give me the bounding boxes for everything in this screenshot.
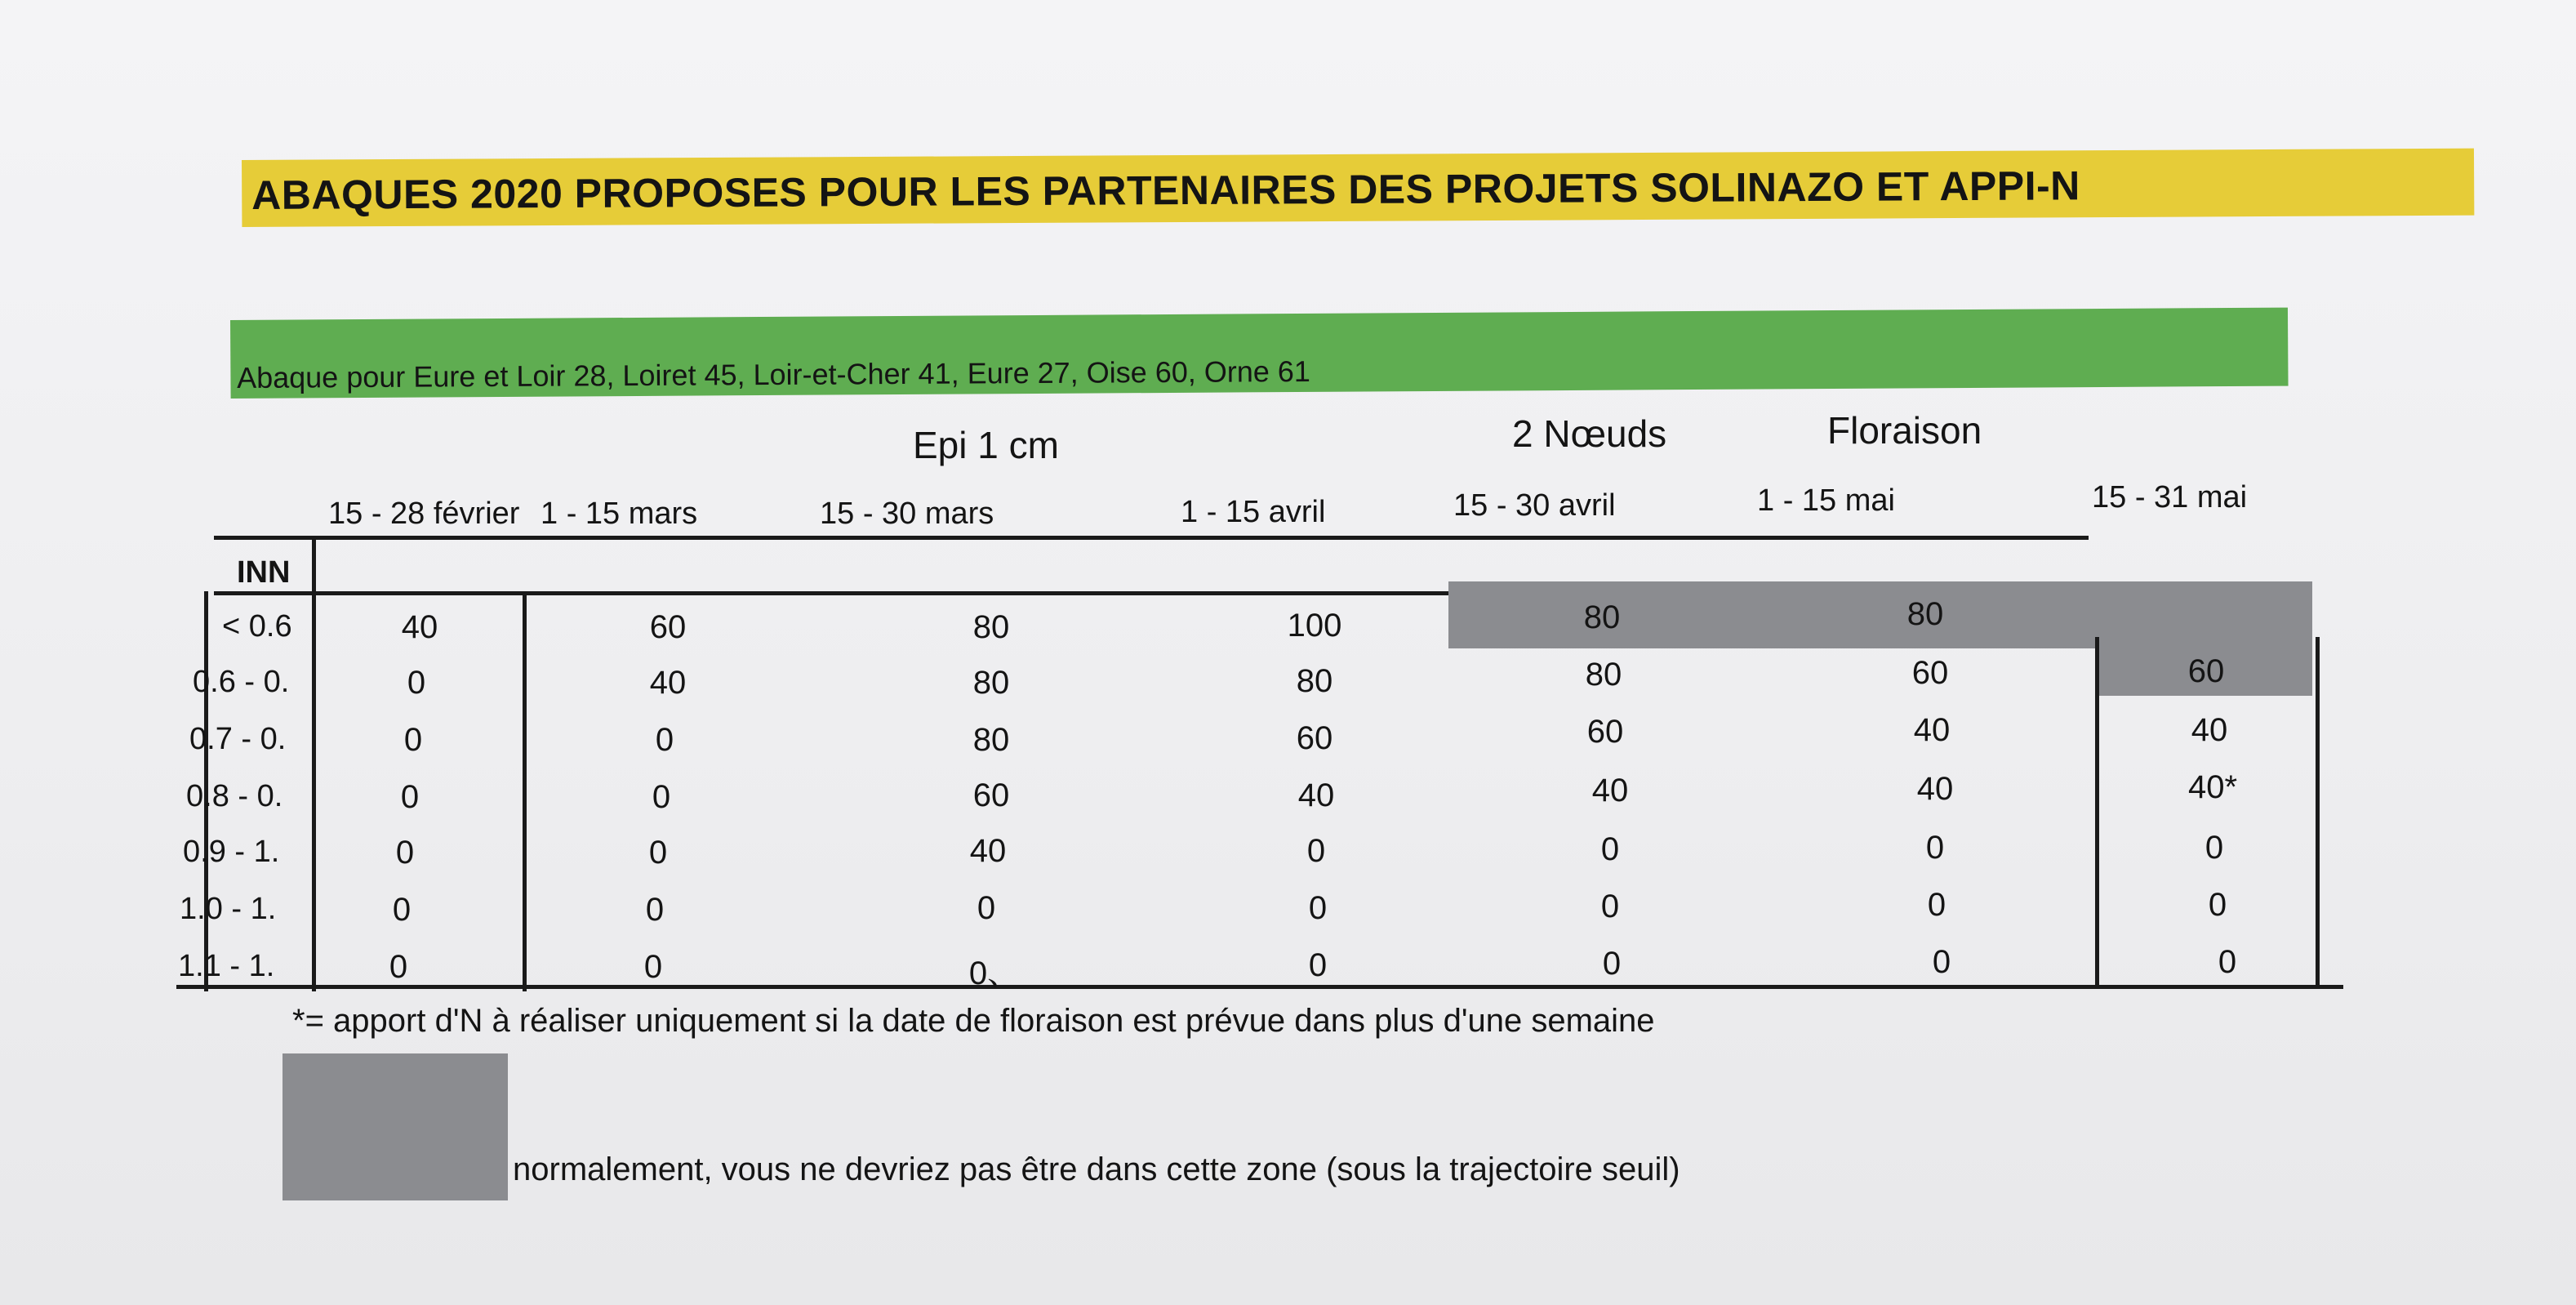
table-cell: 80	[972, 722, 1010, 758]
table-cell: 0	[648, 835, 668, 871]
table-cell: 0	[395, 835, 415, 871]
table-cell: 0	[1600, 831, 1620, 867]
table-cell: 0	[2205, 830, 2224, 866]
period-header: 15 - 28 février	[328, 497, 520, 531]
table-cell: 60	[1296, 720, 1333, 756]
table-cell: 40	[2191, 712, 2228, 748]
table-bottom-rule	[176, 985, 2343, 989]
table-cell: 0	[1602, 946, 1622, 982]
inn-row-label: 0.8 - 0.	[186, 779, 283, 813]
table-cell: 0	[1927, 887, 1946, 923]
table-cell: 60	[1586, 714, 1624, 750]
period-header: 15 - 30 avril	[1453, 488, 1616, 523]
inn-column-border	[312, 591, 316, 991]
inn-column-border	[312, 536, 316, 596]
table-cell: 0	[1600, 889, 1620, 924]
table-cell: 0	[1306, 833, 1326, 869]
table-cell: 60	[1911, 655, 1949, 691]
table-cell: 0、	[968, 955, 1021, 991]
last-column-right-border	[2316, 637, 2320, 988]
inn-header: INN	[237, 555, 291, 590]
table-cell: 0	[652, 779, 671, 815]
period-header: 15 - 30 mars	[820, 497, 994, 531]
table-cell: 40	[1913, 712, 1951, 748]
header-rule	[214, 536, 2089, 540]
table-cell: 80	[1585, 657, 1622, 693]
table-cell: 0	[400, 779, 420, 815]
table-cell: 60	[649, 609, 687, 645]
table-cell: 0	[655, 722, 674, 758]
table-cell: 0	[1925, 830, 1945, 866]
inn-row-label: < 0.6	[222, 609, 292, 644]
table-cell: 60	[2187, 653, 2225, 689]
table-cell: 80	[1906, 596, 1944, 632]
period-header: 15 - 31 mai	[2092, 480, 2248, 514]
table-cell: 80	[972, 609, 1010, 645]
period-header: 1 - 15 avril	[1181, 495, 1326, 529]
grey-zone-legend-text: normalement, vous ne devriez pas être dans cette zone (sous la trajectoire seuil)	[513, 1151, 1680, 1187]
table-cell: 40	[1916, 771, 1954, 807]
table-cell: 60	[972, 777, 1010, 813]
grey-zone-legend-swatch	[283, 1053, 508, 1200]
table-cell: 40	[969, 833, 1007, 869]
period-header: 1 - 15 mars	[541, 497, 698, 531]
table-cell: 0	[645, 892, 665, 928]
table-cell: 80	[1296, 663, 1333, 699]
document-title: ABAQUES 2020 PROPOSES POUR LES PARTENAIRES DES PROJETS SOLINAZO ET APPI-N	[251, 163, 2080, 218]
table-cell: 40	[1591, 773, 1629, 808]
column-border	[523, 591, 527, 991]
table-cell: 0	[643, 949, 663, 985]
table-cell: 80	[972, 665, 1010, 701]
table-cell: 80	[1583, 599, 1621, 635]
table-cell: 0	[1308, 947, 1328, 983]
table-cell: 0	[389, 949, 408, 985]
inn-row-label: 0.7 - 0.	[189, 722, 287, 756]
inn-row-label: 0.9 - 1.	[183, 835, 280, 869]
inn-row-label: 1.0 - 1.	[180, 892, 277, 926]
inn-row-label: 1.1 - 1.	[178, 949, 275, 983]
table-cell: 40*	[2187, 769, 2238, 805]
region-subtitle: Abaque pour Eure et Loir 28, Loiret 45, Loir-et-Cher 41, Eure 27, Oise 60, Orne 61	[237, 354, 1311, 394]
table-cell: 0	[403, 722, 423, 758]
stage-2-noeuds: 2 Nœuds	[1512, 412, 1667, 455]
table-cell: 0	[2208, 887, 2227, 923]
table-cell: 0	[392, 892, 412, 928]
table-cell: 0	[1308, 890, 1328, 926]
table-cell: 40	[649, 665, 687, 701]
period-header: 1 - 15 mai	[1757, 483, 1895, 518]
last-column-left-border	[2095, 637, 2099, 988]
footnote: *= apport d'N à réaliser uniquement si la date de floraison est prévue dans plus d'une semaine	[292, 1003, 1655, 1039]
table-cell: 40	[401, 609, 438, 645]
table-cell: 0	[407, 665, 426, 701]
stage-epi-1cm: Epi 1 cm	[913, 424, 1059, 466]
table-cell: 0	[977, 890, 996, 926]
table-cell: 40	[1297, 777, 1335, 813]
table-cell: 0	[2218, 944, 2237, 980]
stage-floraison: Floraison	[1827, 409, 1982, 452]
table-cell: 0	[1932, 944, 1951, 980]
table-cell: 100	[1287, 608, 1342, 644]
inn-row-label: 0.6 - 0.	[193, 665, 290, 699]
